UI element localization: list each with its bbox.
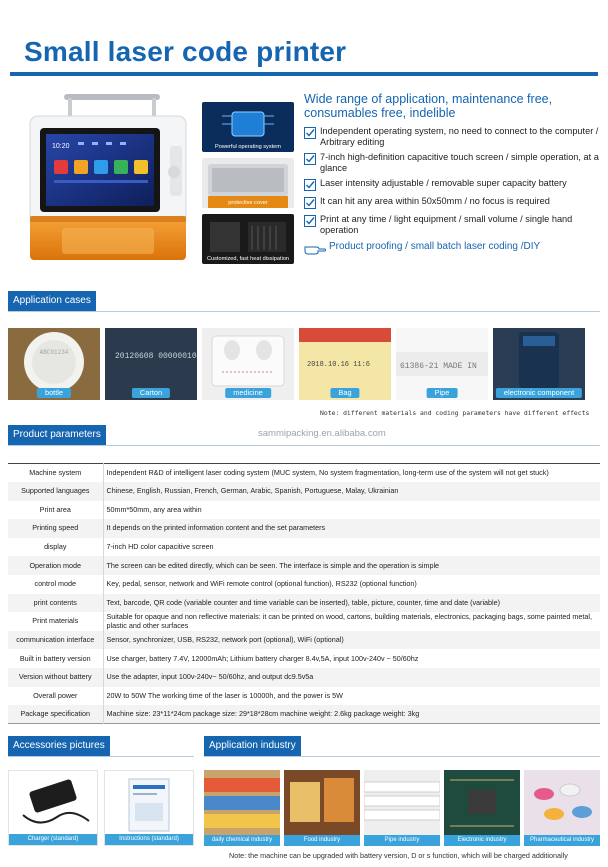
features-panel bbox=[304, 92, 600, 255]
industry-caption: Food industry bbox=[284, 835, 360, 846]
parameters-table bbox=[8, 463, 600, 724]
param-key: Built in battery version bbox=[8, 649, 103, 668]
features-list bbox=[304, 126, 600, 236]
param-key: Print area bbox=[8, 501, 103, 520]
table-row bbox=[8, 556, 600, 575]
laser-printer-image bbox=[22, 88, 192, 268]
case-print-text: ABC01234 bbox=[39, 349, 69, 356]
table-row bbox=[8, 687, 600, 706]
param-key: print contents bbox=[8, 594, 103, 613]
feature-highlight-text: Product proofing / small batch laser coding /DIY bbox=[329, 241, 541, 253]
feature-item bbox=[304, 178, 600, 191]
accessory-instructions bbox=[104, 770, 194, 846]
thumb-caption: Customized, fast heat dissipation bbox=[206, 256, 290, 262]
table-row bbox=[8, 594, 600, 613]
feature-text: Laser intensity adjustable / removable super capacity battery bbox=[320, 178, 567, 189]
table-row bbox=[8, 705, 600, 724]
thumb-protective-cover bbox=[202, 158, 294, 208]
param-key: communication interface bbox=[8, 631, 103, 650]
table-row bbox=[8, 612, 600, 631]
section-divider bbox=[204, 756, 600, 757]
section-header-product-parameters: Product parameters bbox=[8, 425, 106, 445]
table-row bbox=[8, 649, 600, 668]
param-value: Independent R&D of intelligent laser coding system (MUC system, No system fragmentation, long-term use of the system will not get stuck) bbox=[106, 467, 549, 477]
section-divider bbox=[8, 311, 600, 312]
thumb-caption: protective cover bbox=[228, 200, 268, 206]
param-value: 7-inch HD color capacitive screen bbox=[106, 542, 214, 552]
param-value: Text, barcode, QR code (variable counter and time variable can be inserted), table, picture, counter, time and date (variable) bbox=[106, 597, 501, 607]
case-print-text: 2018.10.16 11:6 bbox=[307, 361, 371, 369]
case-bag bbox=[299, 328, 391, 400]
industry-pipe bbox=[364, 770, 440, 846]
accessory-caption: Instructions (standard) bbox=[105, 834, 193, 845]
case-electronic-component bbox=[493, 328, 585, 400]
param-value: 20W to 50W The working time of the laser is 10000h, and the power is 5W bbox=[106, 690, 343, 700]
param-value: Suitable for opaque and non reflective materials: it can be printed on wood, cartons, building materials, electronics, packaging bags, some painted metal, plastic and other surfaces bbox=[106, 612, 592, 630]
checkbox-icon bbox=[304, 179, 316, 191]
industry-electronic bbox=[444, 770, 520, 846]
accessories-gallery bbox=[8, 770, 194, 846]
table-row bbox=[8, 501, 600, 520]
param-key: Print materials bbox=[8, 612, 103, 631]
param-key: Overall power bbox=[8, 687, 103, 706]
param-key: Operation mode bbox=[8, 556, 103, 575]
table-row bbox=[8, 575, 600, 594]
thumb-operating-system bbox=[202, 102, 294, 152]
param-value: 50mm*50mm, any area within bbox=[106, 504, 202, 514]
watermark: sammipacking.en.alibaba.com bbox=[258, 428, 386, 439]
manual-image bbox=[105, 771, 194, 837]
feature-text: It can hit any area within 50x50mm / no focus is required bbox=[320, 196, 550, 207]
charger-image bbox=[9, 771, 98, 837]
industry-caption: Electronic industry bbox=[444, 835, 520, 846]
table-row bbox=[8, 519, 600, 538]
section-divider bbox=[8, 445, 600, 446]
case-carton bbox=[105, 328, 197, 400]
title-divider bbox=[10, 72, 598, 76]
case-bottle bbox=[8, 328, 100, 400]
page-title: Small laser code printer bbox=[24, 36, 347, 67]
industry-caption: daily chemical industry bbox=[204, 835, 280, 846]
checkbox-icon bbox=[304, 153, 316, 165]
param-value: Use the adapter, input 100v-240v~ 50/60hz, and output dc9.5v5a bbox=[106, 672, 314, 682]
param-value: The screen can be edited directly, which can be seen. The interface is simple and the operation is simple bbox=[106, 560, 440, 570]
industry-caption: Pipe industry bbox=[364, 835, 440, 846]
industry-caption: Pharmaceutical industry bbox=[524, 835, 600, 846]
section-divider bbox=[8, 756, 194, 757]
feature-item bbox=[304, 126, 600, 147]
case-label: medicine bbox=[225, 388, 271, 398]
case-label: Carton bbox=[132, 388, 170, 398]
application-cases bbox=[8, 328, 602, 400]
feature-item bbox=[304, 214, 600, 235]
case-print-text: 61386-21 MADE IN bbox=[400, 362, 477, 371]
param-value: It depends on the printed information content and the set parameters bbox=[106, 523, 326, 533]
param-value: Use charger, battery 7.4V, 12000mAh; Lithium battery charger 8.4v,5A, input 100v-240v ~ 50/60hz bbox=[106, 653, 419, 663]
param-value: Machine size: 23*11*24cm package size: 29*18*28cm machine weight: 2.6kg package weight: 3kg bbox=[106, 709, 420, 719]
checkbox-icon bbox=[304, 127, 316, 139]
table-row bbox=[8, 538, 600, 557]
feature-thumbnails bbox=[202, 102, 296, 270]
industry-daily-chemical bbox=[204, 770, 280, 846]
case-label: electronic component bbox=[496, 388, 582, 398]
features-heading: Wide range of application, maintenance free, consumables free, indelible bbox=[304, 92, 553, 120]
case-label: Pipe bbox=[427, 388, 458, 398]
section-header-application-cases: Application cases bbox=[8, 291, 96, 311]
industry-food bbox=[284, 770, 360, 846]
case-print-text: 20120608 00000010 bbox=[115, 352, 197, 361]
table-row bbox=[8, 668, 600, 687]
industry-gallery bbox=[204, 770, 600, 846]
industry-pharmaceutical bbox=[524, 770, 600, 846]
table-row bbox=[8, 631, 600, 650]
section-header-application-industry: Application industry bbox=[204, 736, 301, 756]
feature-text: Print at any time / light equipment / small volume / single hand operation bbox=[320, 214, 573, 235]
table-row bbox=[8, 482, 600, 501]
checkbox-icon bbox=[304, 197, 316, 209]
accessory-charger bbox=[8, 770, 98, 846]
param-key: Printing speed bbox=[8, 519, 103, 538]
param-key: Package specification bbox=[8, 705, 103, 724]
thumb-caption: Powerful operating system bbox=[215, 144, 281, 150]
screen-time: 10:20 bbox=[52, 143, 70, 150]
upgrade-note: Note: the machine can be upgraded with battery version, D or s function, which will be charged additionally bbox=[229, 851, 568, 860]
feature-item bbox=[304, 152, 600, 173]
case-medicine bbox=[202, 328, 294, 400]
feature-item bbox=[304, 196, 600, 209]
param-key: Supported languages bbox=[8, 482, 103, 501]
table-row bbox=[8, 464, 600, 483]
case-pipe bbox=[396, 328, 488, 400]
param-key: control mode bbox=[8, 575, 103, 594]
feature-highlight bbox=[304, 241, 600, 255]
param-value: Sensor, synchronizer, USB, RS232, network port (optional), WiFi (optional) bbox=[106, 635, 344, 645]
accessory-caption: Charger (standard) bbox=[9, 834, 97, 845]
param-key: Machine system bbox=[8, 464, 103, 483]
case-label: Bag bbox=[330, 388, 359, 398]
param-key: display bbox=[8, 538, 103, 557]
param-key: Version without battery bbox=[8, 668, 103, 687]
feature-text: 7-inch high-definition capacitive touch screen / simple operation, at a glance bbox=[320, 152, 599, 173]
thumb-heat-dissipation bbox=[202, 214, 294, 264]
param-value: Key, pedal, sensor, network and WiFi remote control (optional function), RS232 (optional function) bbox=[106, 579, 417, 589]
pointing-hand-icon bbox=[304, 241, 326, 255]
cases-note: Note: different materials and coding parameters have different effects bbox=[320, 409, 590, 417]
section-header-accessories: Accessories pictures bbox=[8, 736, 110, 756]
feature-text: Independent operating system, no need to connect to the computer / Arbitrary editing bbox=[320, 126, 599, 147]
checkbox-icon bbox=[304, 215, 316, 227]
case-label: bottle bbox=[37, 388, 71, 398]
param-value: Chinese, English, Russian, French, German, Arabic, Spanish, Portuguese, Malay, Ukrainian bbox=[106, 486, 399, 496]
